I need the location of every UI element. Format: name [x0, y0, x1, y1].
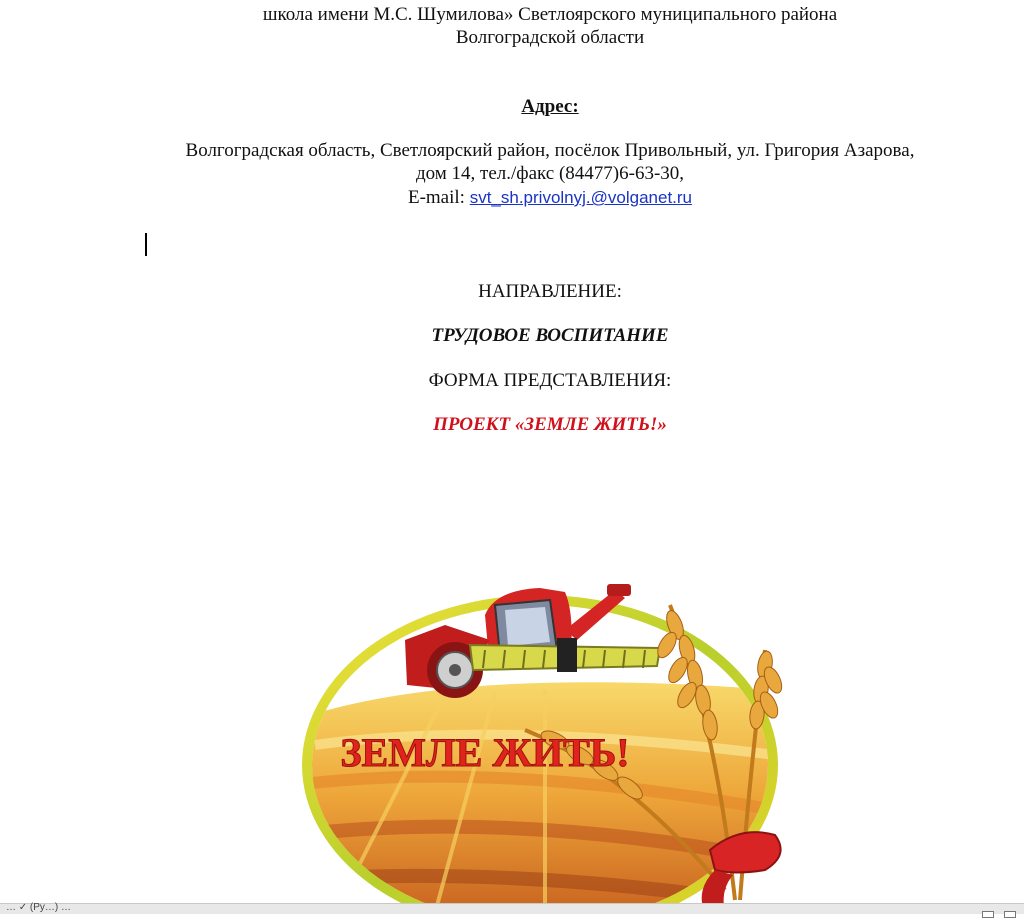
status-bar [0, 903, 1024, 914]
header-line-2: Волгоградской области [455, 27, 645, 48]
emblem-title: ЗЕМЛЕ ЖИТЬ! [340, 730, 630, 775]
read-mode-icon[interactable] [982, 911, 994, 918]
form-label: ФОРМА ПРЕДСТАВЛЕНИЯ: [428, 370, 672, 391]
email-link[interactable]: svt_sh.privolnyj.@volganet.ru [469, 188, 693, 207]
direction-label: НАПРАВЛЕНИЕ: [478, 281, 622, 302]
print-layout-icon[interactable] [1004, 911, 1016, 918]
form-value: ПРОЕКТ «ЗЕМЛЕ ЖИТЬ!» [433, 414, 667, 435]
text-cursor [145, 233, 147, 256]
address-line-1: Волгоградская область, Светлоярский район, посёлок Привольный, ул. Григория Азарова, [185, 140, 915, 161]
direction-value: ТРУДОВОЕ ВОСПИТАНИЕ [431, 325, 669, 346]
status-text: … ✓ (Ру…) … [6, 902, 72, 913]
address-line-2: дом 14, тел./факс (84477)6-63-30, [415, 163, 685, 184]
email-label: E-mail: [407, 187, 470, 208]
harvest-emblem-image [295, 570, 815, 913]
address-heading [100, 95, 1000, 118]
status-view-icons [976, 905, 1016, 913]
header-line-1: школа имени М.С. Шумилова» Светлоярского муниципального района [262, 4, 838, 25]
address-heading-text: Адрес: [521, 96, 579, 117]
email-line [100, 186, 1000, 209]
